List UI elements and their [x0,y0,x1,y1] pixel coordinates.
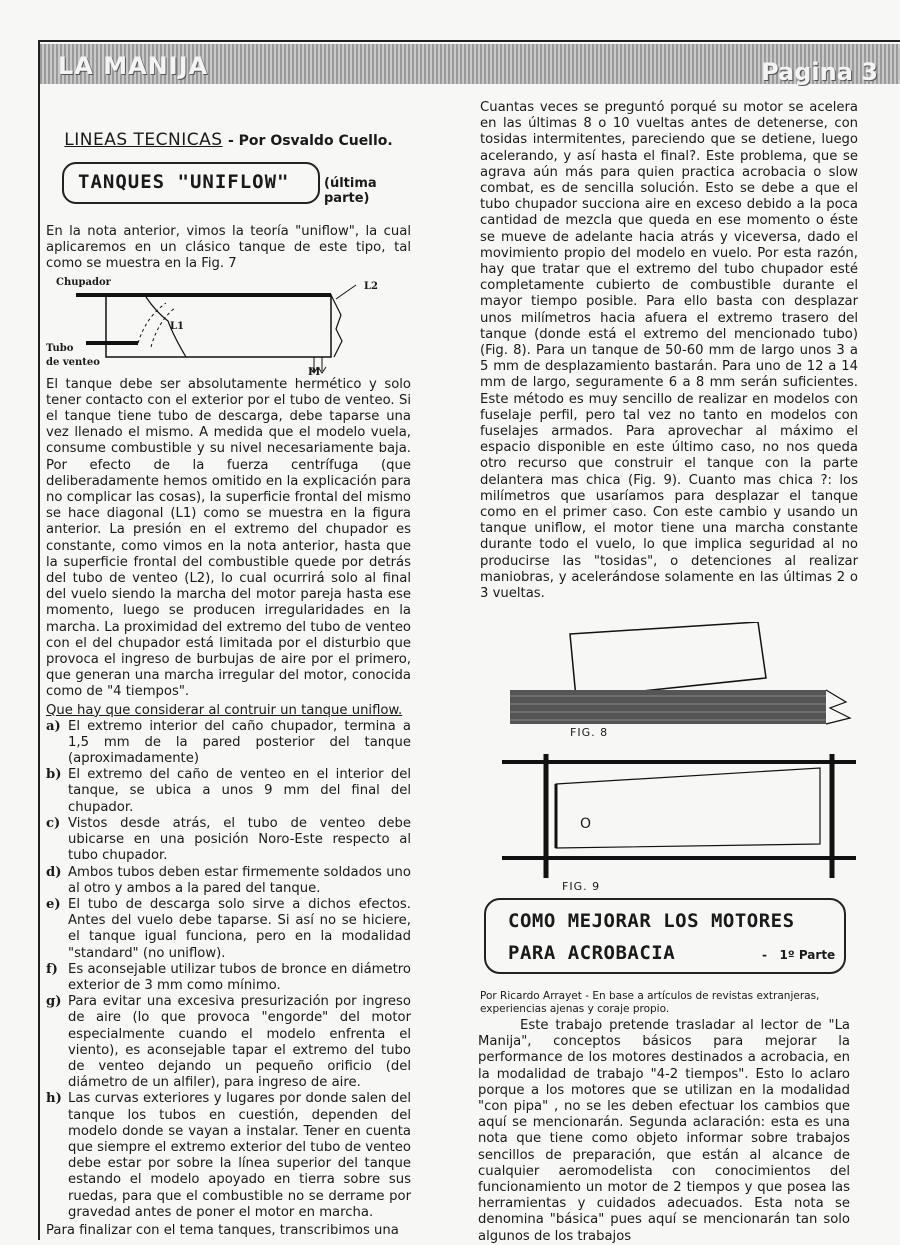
article2-title-line1: COMO MEJORAR LOS MOTORES [508,910,795,932]
body-paragraph: El tanque debe ser absolutamente hermético y solo tener contacto con el exterior por el tubo de venteo. Si el tanque tiene tubo de descarga, debe taparse una vez llenado el mismo. A medida que el modelo vuela, consume combustible y su nivel necesariamente baja. Por efecto de la fuerza centrífuga (que deliberadamente hemos omitido en la explicación para no complicar las cosas), la superficie frontal del mismo se hace diagonal (L1) como se muestra en la figura anterior. La presión en el extremo del chupador es constante, como vimos en la nota anterior, hasta que la superficie frontal del combustible quede por detrás del tubo de venteo (L2), lo cual ocurrirá solo al final del vuelo siendo la marcha del motor pareja hasta ese momento, luego se producen irregularidades en la marcha. La proximidad del extremo del tubo de venteo con el del chupador está limitada por el disturbio que provoca el ingreso de burbujas de aire por el primero, que generan una marcha irregular del motor, conocida como de "4 tiempos". [46,376,411,700]
article2-part: - 1º Parte [762,948,836,962]
fig8-drawing [480,622,858,734]
article-subtitle: (última parte) [324,176,377,206]
figure-8 [480,622,858,740]
list-item: c) Vistos desde atrás, el tubo de venteo debe ubicarse en una posición Noro-Este respecto al tubo chupador. [46,815,411,864]
considerations-list [46,719,411,1221]
section-heading [46,130,411,150]
list-item: e) El tubo de descarga solo sirve a dichos efectos. Antes del vuelo debe taparse. Si así no se hiciere, el tanque igual funciona, pero en la modalidad "standard" (no uniflow). [46,896,411,961]
fig8-caption: FIG. 8 [570,726,609,740]
fig9-caption: FIG. 9 [562,880,601,894]
article2-title-line2: PARA ACROBACIA [508,942,676,964]
article-title: TANQUES "UNIFLOW" [78,171,290,193]
list-item: f) Es aconsejable utilizar tubos de bronce en diámetro exterior de 3 mm como mínimo. [46,961,411,993]
article-title-box [62,162,320,204]
right-column [480,100,858,894]
section-author: - Por Osvaldo Cuello. [227,133,393,149]
article2-body [478,1018,850,1245]
fig9-mark: O [580,816,592,833]
right-body-paragraph: Cuantas veces se preguntó porqué su motor se acelera en las últimas 8 o 10 vueltas antes de detenerse, con tosidas intermitentes, pareciendo que se detiene, luego acelerando, y así hasta el final?. Este problema, que se agrava aún más para quien practica acrobacia o slow combat, es de sencilla solución. Esto se debe a que el tubo chupador succiona aire en exceso debido a la poca cantidad de mezcla que queda en ese momento o éste se mueve de adelante hacia atrás y viceversa, dado el movimiento propio del modelo en vuelo. Por esta razón, hay que tratar que el extremo del tubo chupador esté completamente cubierto de combustible durante el mayor tiempo posible. Para ello basta con desplazar unos milímetros hacia afuera el extremo trasero del tanque (donde está el extremo del mencionado tubo) (Fig. 8). Para un tanque de 50-60 mm de largo unos 3 a 5 mm de desplazamiento bastarán. Para uno de 12 a 14 mm de largo, seguramente 6 a 8 mm serán suficientes. Este método es muy sencillo de realizar en modelos con fuselaje perfil, pero tal vez no tanto en modelos con fuselajes armados. Para aprovechar al máximo el espacio disponible en este último caso, no nos queda otro recurso que construir el tanque con la parte delantera mas chica (Fig. 9). Cuanto mas chica ?: los milímetros que usaríamos para desplazar el tanque como en el primer caso. Con este cambio y usando un tanque uniflow, el motor tiene una marcha constante durante todo el vuelo, lo que implica seguridad al no producirse las "tosidas", o detenciones al realizar maniobras, y acelerándose solamente en las últimas 2 o 3 vueltas. [480,100,858,602]
article2-paragraph: Este trabajo pretende trasladar al lector de "La Manija", conceptos básicos para mejorar la performance de los motores destinados a acrobacia, en la modalidad de trabajo "4-2 tiempos". Esto lo aclaro porque a los motores que se utilizan en la modalidad "con pipa" , no se les deben efectuar los cambios que aquí se mencionarán. Segunda aclaración: esta es una nota que tiene como objeto informar sobre trabajos sencillos de preparación, que están al alcance de cualquier aeromodelista con conocimientos del funcionamiento un motor de 2 tiempos y que posea las herramientas y cuidados adecuados. Esta nota se denomina "básica" pues aquí se mencionarán tan solo algunos de los trabajos [478,1018,850,1244]
fig7-label-pi: PI [308,366,321,378]
fig7-label-tubo: Tubo [46,342,74,354]
fig7-label-l1: L1 [170,320,184,332]
list-item: h) Las curvas exteriores y lugares por donde salen del tanque los tubos en cuestión, dependen del modelo donde se vayan a instalar. Tener en cuenta que siempre el extremo exterior del tubo de venteo debe estar por sobre la línea superior del tanque estando el modelo apoyado en tierra sobre sus ruedas, para que el combustible no se derrame por gravedad antes de poner el motor en marcha. [46,1091,411,1220]
header-banner [40,44,900,84]
list-item: d) Ambos tubos deben estar firmemente soldados uno al otro y ambos a la pared del tanque. [46,864,411,896]
closing-line: Para finalizar con el tema tanques, transcribimos una [46,1222,399,1238]
intro-paragraph: En la nota anterior, vimos la teoría "uniflow", la cual aplicaremos en un clásico tanque de este tipo, tal como se muestra en la Fig. 7 [46,224,411,272]
list-item: a) El extremo interior del caño chupador, termina a 1,5 mm de la pared posterior del tanque (aproximadamente) [46,718,411,767]
fig7-drawing [46,277,411,377]
figure-9 [480,754,858,894]
considerations-subhead: Que hay que considerar al contruir un tanque uniflow. [46,702,403,718]
list-item: b) El extremo del caño de venteo en el interior del tanque, se ubica a unos 9 mm del final del chupador. [46,767,411,815]
figure-7 [46,277,411,377]
fig7-label-chupador: Chupador [56,276,111,288]
list-item: g) Para evitar una excesiva presurización por ingreso de aire (lo que provoca "engorde" del motor especialmente cuando el modelo enfrenta el viento), es aconsejable tapar el extremo del tubo de venteo dejando un pequeño orificio (del diámetro de un alfiler), para ingreso de aire. [46,994,411,1091]
fig7-label-venteo: de venteo [46,356,100,368]
left-column [46,130,411,1239]
section-title: LINEAS TECNICAS [64,130,223,150]
article2-byline: Por Ricardo Arrayet - En base a artículos de revistas extranjeras, experiencias ajenas y coraje propio. [480,990,820,1015]
fig7-label-l2: L2 [364,280,378,292]
magazine-title: LA MANIJA [58,52,209,80]
page-number: Pagina 3 [761,58,878,86]
fig9-drawing [480,754,858,882]
article2-title-box [484,898,846,974]
